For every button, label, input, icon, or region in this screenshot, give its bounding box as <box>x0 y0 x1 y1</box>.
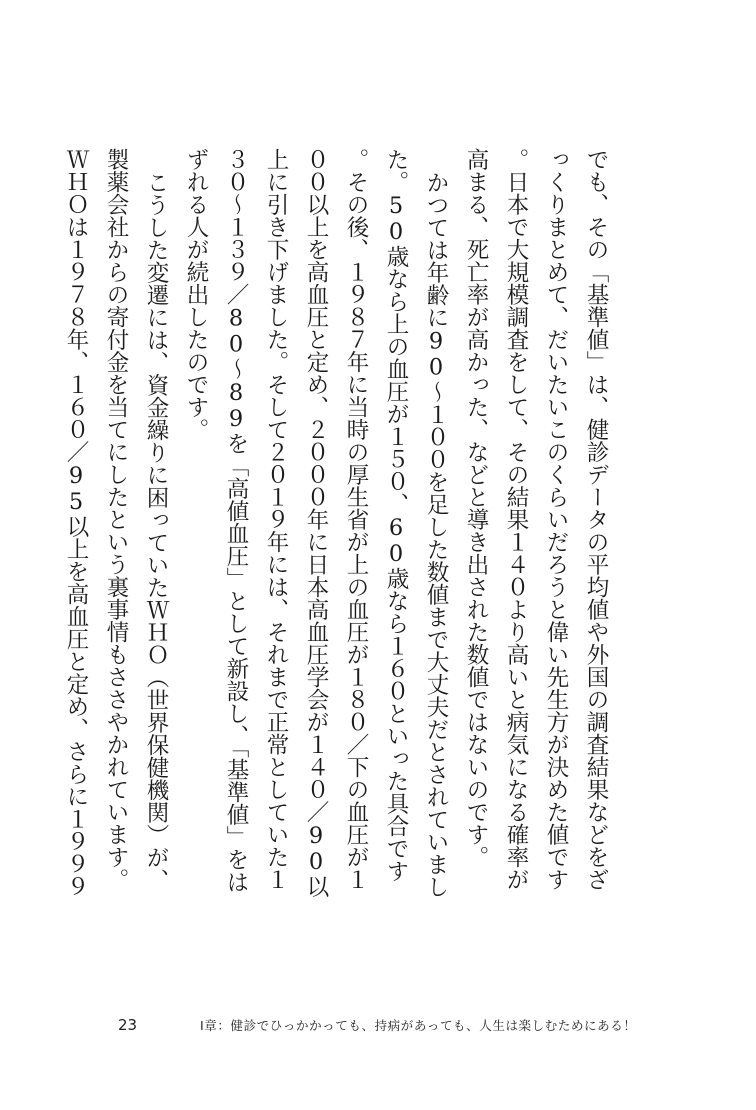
running-head: Ⅰ章：健診でひっかかっても、持病があっても、人生は楽しむためにある！ <box>200 1018 637 1033</box>
paragraph-3: こうした変遷には、資金繰りに困っていたＷＨＯ（世界保健機関）が、製薬会社からの寄付金を当てにしたという裏事情もささやかれています。ＷＨＯは１９７８年、１６０／95以上を高血圧と定め、さらに１９９９ <box>63 148 169 898</box>
paragraph-2: かつては年齢に90〜１００を足した数値まで大丈夫だとされていました。50歳なら上の血圧が１５０、60歳なら１６０といった具合です。その後、１９８７年に当時の厚生省が上の血圧が１８０／下の血圧が１００以上を高血圧と定め、２０００年に日本高血圧学会が１４０／90以上に引き下げました。そして２０１９年には、それまで正常としていた１３０〜１３９／80〜89を「高値血圧」として新設し、「基準値」をはずれる人が続出したのです。 <box>183 148 449 898</box>
vertical-text-body <box>63 148 616 898</box>
page-footer <box>118 1014 658 1036</box>
paragraph-1: でも、その「基準値」は、健診データの平均値や外国の調査結果などをざっくりまとめて、だいたいこのくらいだろうと偉い先生方が決めた値です。日本で大規模調査をして、その結果１４０より高いと病気になる確率が高まる、死亡率が高かった、などと導き出された数値ではないのです。 <box>463 148 609 891</box>
page-number: 23 <box>118 1016 138 1034</box>
